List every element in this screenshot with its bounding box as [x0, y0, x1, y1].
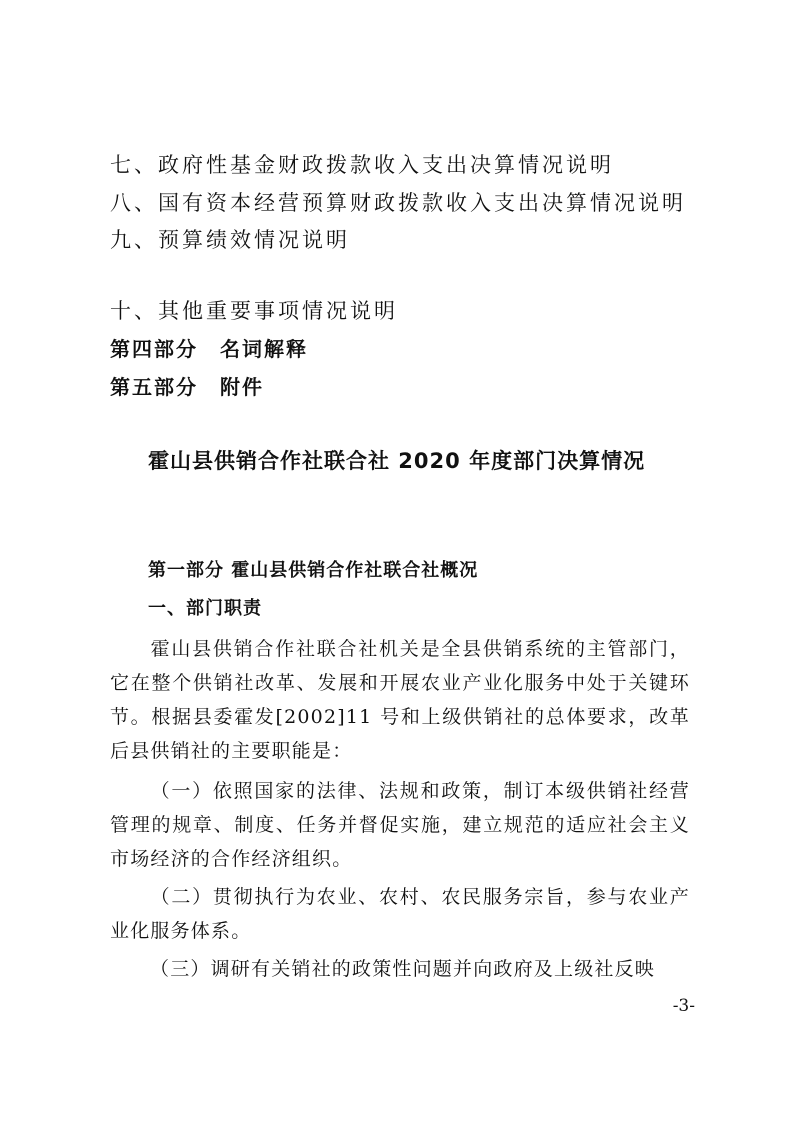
toc-item-7: 七、政府性基金财政拨款收入支出决算情况说明: [110, 153, 614, 177]
paragraph-text: （一）依照国家的法律、法规和政策，制订本级供销社经营管理的规章、制度、任务并督促实施，建立规范的适应社会主义市场经济的合作经济组织。: [110, 780, 690, 870]
toc-item-8: 八、国有资本经营预算财政拨款收入支出决算情况说明: [110, 191, 686, 215]
toc-item-10: 十、其他重要事项情况说明: [110, 299, 398, 323]
part-heading: 第一部分 霍山县供销合作社联合社概况: [148, 560, 479, 581]
paragraph: [110, 774, 690, 876]
toc-item-9: 九、预算绩效情况说明: [110, 228, 350, 252]
toc-part-5: 第五部分 附件: [110, 375, 264, 399]
document-title: 霍山县供销合作社联合社 2020 年度部门决算情况: [148, 449, 646, 473]
paragraph-text: （三）调研有关销社的政策性问题并向政府及上级社反映: [150, 958, 656, 980]
paragraph: [110, 952, 690, 986]
subheading: 一、部门职责: [148, 598, 262, 619]
toc-part-4: 第四部分 名词解释: [110, 337, 308, 361]
paragraph: [110, 880, 690, 948]
page-number: -3-: [672, 996, 695, 1016]
paragraph: [110, 632, 690, 768]
paragraph-text: 霍山县供销合作社联合社机关是全县供销系统的主管部门，它在整个供销社改革、发展和开展农业产业化服务中处于关键环节。根据县委霍发[2002]11 号和上级供销社的总体要求，改革后县供销社的主要职能是：: [110, 638, 690, 762]
paragraph-text: （二）贯彻执行为农业、农村、农民服务宗旨，参与农业产业化服务体系。: [110, 886, 690, 942]
